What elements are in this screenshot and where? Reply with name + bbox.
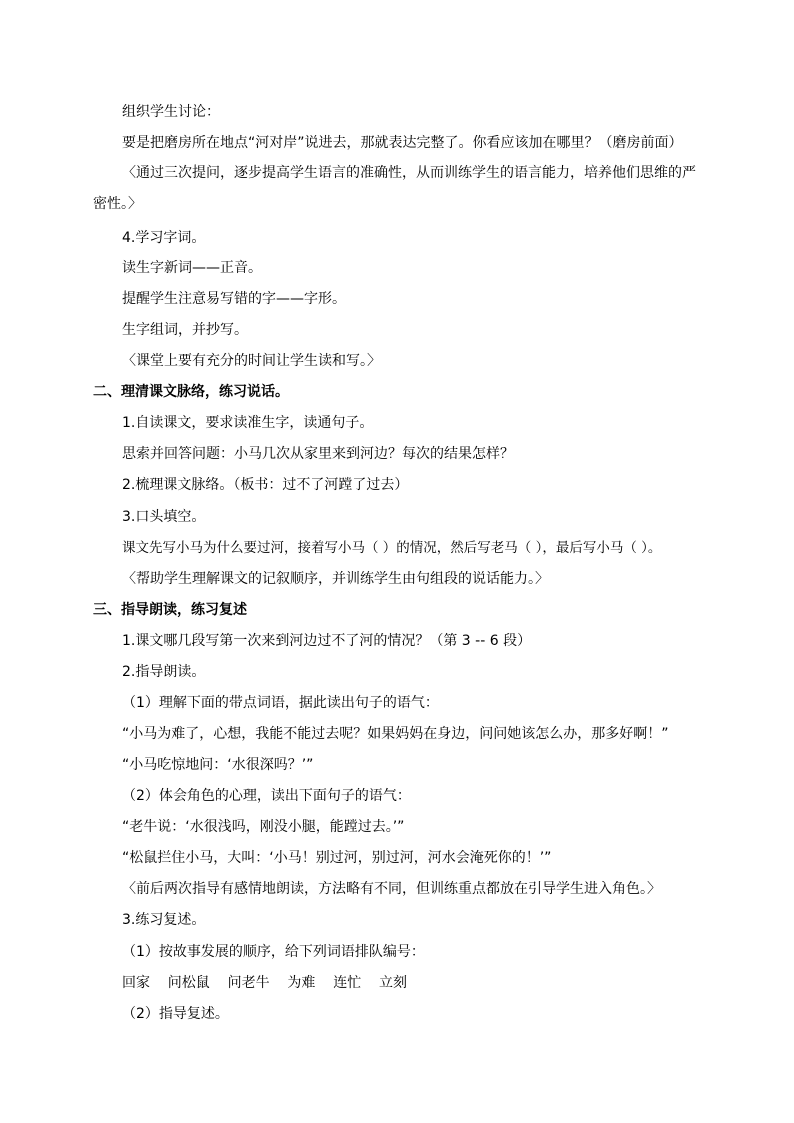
text-line: 4.学习字词。	[122, 230, 206, 246]
text-line: 1.自读课文，要求读准生字，读通句子。	[122, 415, 374, 431]
text-line: 提醒学生注意易写错的字——字形。	[122, 291, 346, 307]
annotation-line: 〈帮助学生理解课文的记叙顺序，并训练学生由句组段的说话能力。〉	[122, 571, 549, 587]
text-line: 2.梳理课文脉络。（板书：过不了河蹚了过去）	[122, 477, 409, 493]
text-line: 3.口头填空。	[122, 509, 206, 525]
word-list: 回家 问松鼠 问老牛 为难 连忙 立刻	[122, 975, 408, 991]
annotation-line: 〈通过三次提问，逐步提高学生语言的准确性，从而训练学生的语言能力，培养他们思维的严	[122, 165, 696, 181]
quote-line: “松鼠拦住小马，大叫：‘小马！别过河，别过河，河水会淹死你的！’”	[122, 850, 552, 866]
text-line: 读生字新词——正音。	[122, 260, 262, 276]
quote-line: “小马吃惊地问：‘水很深吗？’”	[122, 757, 314, 773]
annotation-line: 〈课堂上要有充分的时间让学生读和写。〉	[122, 353, 381, 369]
quote-line: “老牛说：‘水很浅吗，刚没小腿，能蹚过去。’”	[122, 819, 405, 835]
text-line: 3.练习复述。	[122, 912, 206, 928]
quote-line: “小马为难了，心想，我能不能过去呢？如果妈妈在身边，问问她该怎么办，那多好啊！”	[122, 726, 669, 742]
text-line: 2.指导朗读。	[122, 664, 206, 680]
text-line: 生字组词，并抄写。	[122, 322, 248, 338]
text-line: 1.课文哪几段写第一次来到河边过不了河的情况？（第 3 -- 6 段）	[122, 633, 532, 649]
annotation-line: 〈前后两次指导有感情地朗读，方法略有不同，但训练重点都放在引导学生进入角色。〉	[122, 881, 661, 897]
text-line: 课文先写小马为什么要过河，接着写小马（ ）的情况，然后写老马（ ），最后写小马（ ）。	[122, 540, 662, 556]
text-line: （1）理解下面的带点词语，据此读出句子的语气：	[122, 695, 439, 711]
annotation-line: 密性。〉	[93, 196, 142, 212]
text-line: 组织学生讨论：	[122, 104, 220, 120]
text-line: 思索并回答问题：小马几次从家里来到河边？每次的结果怎样？	[122, 446, 514, 462]
text-line: （2）指导复述。	[122, 1006, 229, 1022]
section-heading: 二、理清课文脉络，练习说话。	[93, 384, 289, 400]
text-line: （1）按故事发展的顺序，给下列词语排队编号：	[122, 944, 425, 960]
section-heading: 三、指导朗读，练习复述	[93, 602, 247, 618]
text-line: （2）体会角色的心理，读出下面句子的语气：	[122, 788, 411, 804]
text-line: 要是把磨房所在地点“河对岸”说进去，那就表达完整了。你看应该加在哪里？（磨房前面）	[122, 135, 683, 151]
